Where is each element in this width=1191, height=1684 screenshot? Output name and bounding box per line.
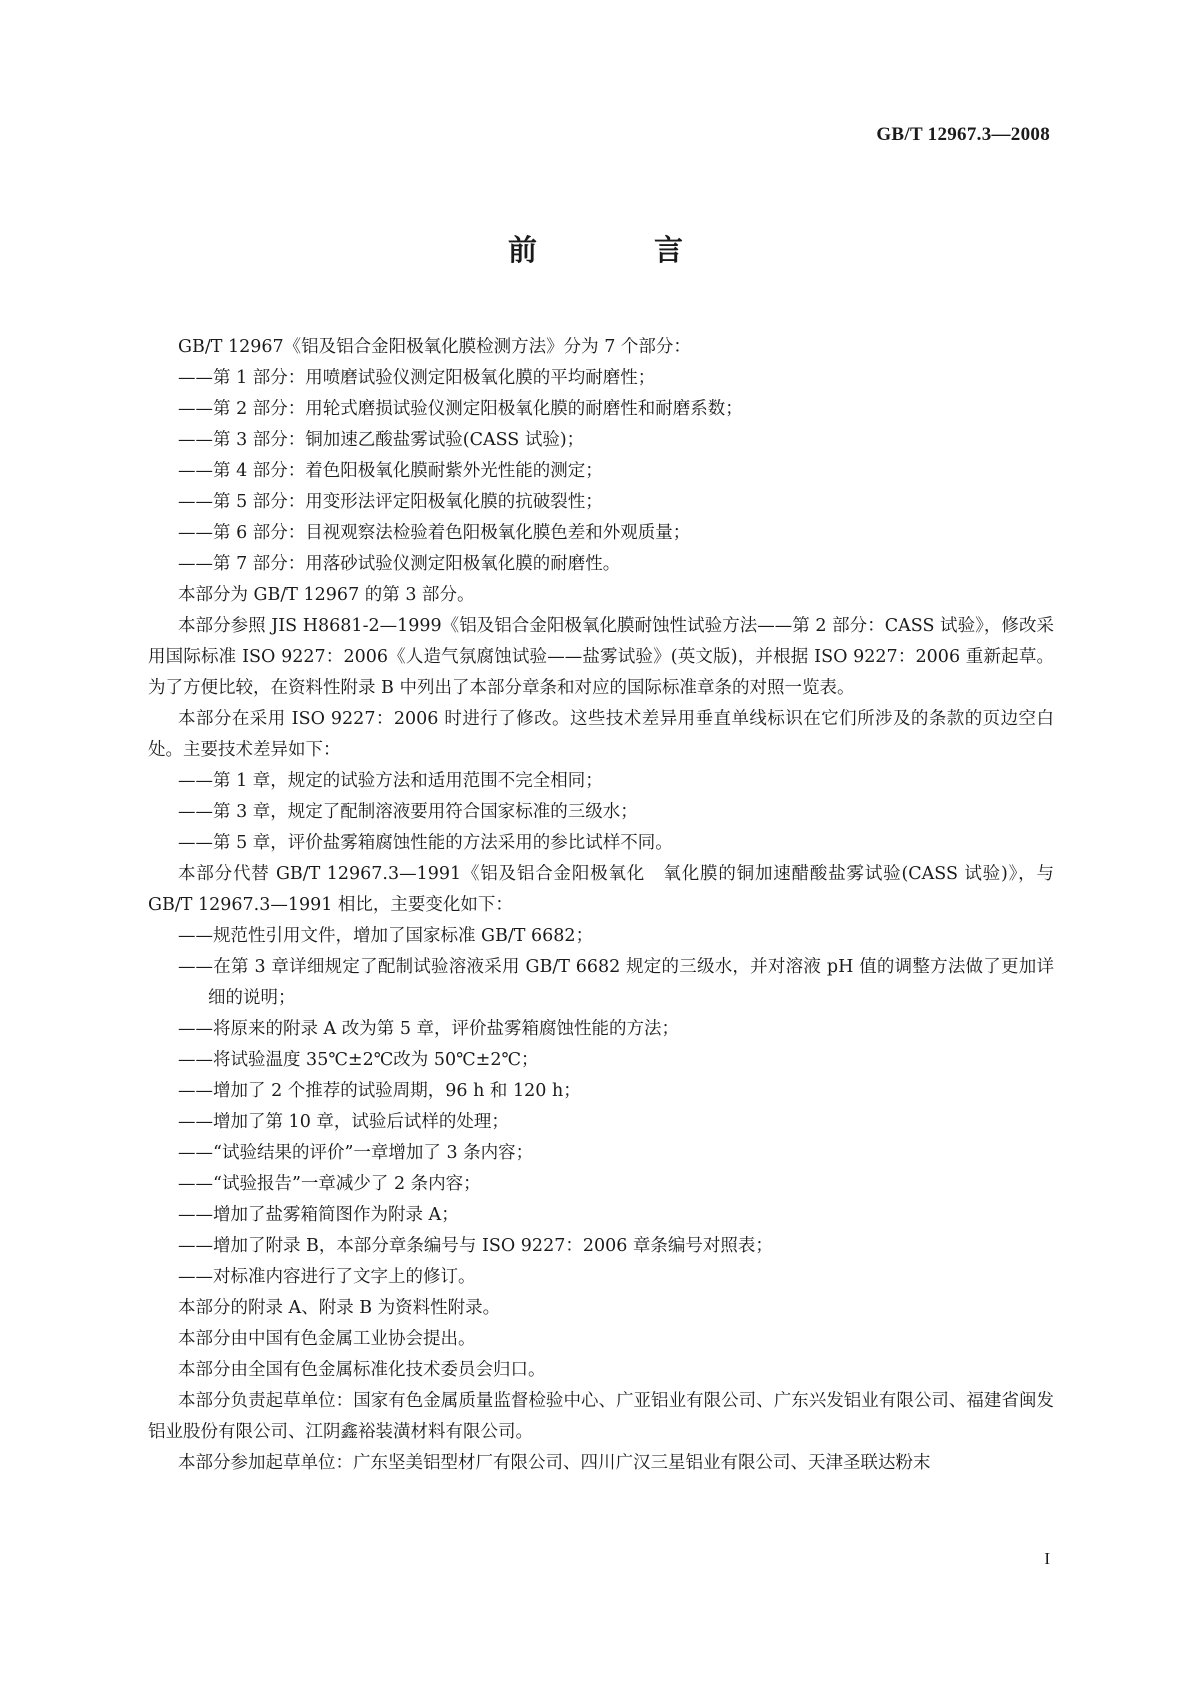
page-title-text: 前 言 [507, 233, 727, 267]
list-item: ——第 6 部分：目视观察法检验着色阳极氧化膜色差和外观质量； [178, 523, 691, 543]
list-item: ——第 2 部分：用轮式磨损试验仪测定阳极氧化膜的耐磨性和耐磨系数； [178, 399, 743, 419]
list-item: ——“试验结果的评价”一章增加了 3 条内容； [178, 1143, 534, 1163]
list-item: ——将试验温度 35℃±2℃改为 50℃±2℃； [178, 1050, 539, 1070]
list-item: ——第 4 部分：着色阳极氧化膜耐紫外光性能的测定； [178, 461, 603, 481]
paragraph: 本部分参照 JIS H8681-2—1999《铝及铝合金阳极氧化膜耐蚀性试验方法——第 2 部分：CASS 试验》，修改采用国际标准 ISO 9227：2006《人造气氛腐蚀试验——盐雾试验》(英文版)，并根据 ISO 9227：2006 重新起草。为了方便比较，在资料性附录 B 中列出了本部分章条和对应的国际标准章条的对照一览表。 [148, 616, 1054, 698]
page-number: I [1044, 1549, 1050, 1568]
list-item: ——“试验报告”一章减少了 2 条内容； [178, 1174, 481, 1194]
list-item: ——增加了附录 B，本部分章条编号与 ISO 9227：2006 章条编号对照表； [178, 1236, 773, 1256]
list-item: ——增加了盐雾箱简图作为附录 A； [178, 1205, 459, 1225]
list-item: ——第 3 章，规定了配制溶液要用符合国家标准的三级水； [178, 802, 638, 822]
list-item-wrap: ——在第 3 章详细规定了配制试验溶液采用 GB/T 6682 规定的三级水，并对溶液 pH 值的调整方法做了更加详细的说明； [178, 957, 1054, 1008]
list-item: ——第 3 部分：铜加速乙酸盐雾试验(CASS 试验)； [178, 430, 585, 450]
list-item: ——增加了 2 个推荐的试验周期，96 h 和 120 h； [178, 1081, 581, 1101]
paragraph: 本部分的附录 A、附录 B 为资料性附录。 [178, 1298, 501, 1318]
page-title [0, 228, 1191, 269]
paragraph: GB/T 12967《铝及铝合金阳极氧化膜检测方法》分为 7 个部分： [178, 337, 691, 357]
list-item: ——第 5 部分：用变形法评定阳极氧化膜的抗破裂性； [178, 492, 603, 512]
paragraph: 本部分由全国有色金属标准化技术委员会归口。 [178, 1360, 546, 1380]
list-item: ——对标准内容进行了文字上的修订。 [178, 1267, 476, 1287]
paragraph: 本部分代替 GB/T 12967.3—1991《铝及铝合金阳极氧化 氧化膜的铜加速醋酸盐雾试验(CASS 试验)》，与 GB/T 12967.3—1991 相比，主要变化如下： [148, 864, 1054, 915]
paragraph: 本部分在采用 ISO 9227：2006 时进行了修改。这些技术差异用垂直单线标识在它们所涉及的条款的页边空白处。主要技术差异如下： [148, 709, 1054, 760]
foreword-body [148, 332, 1054, 1479]
list-item: ——增加了第 10 章，试验后试样的处理； [178, 1112, 509, 1132]
paragraph: 本部分为 GB/T 12967 的第 3 部分。 [178, 585, 475, 605]
list-item: ——第 1 部分：用喷磨试验仪测定阳极氧化膜的平均耐磨性； [178, 368, 656, 388]
list-item: ——第 1 章，规定的试验方法和适用范围不完全相同； [178, 771, 603, 791]
list-item: ——将原来的附录 A 改为第 5 章，评价盐雾箱腐蚀性能的方法； [178, 1019, 680, 1039]
paragraph: 本部分由中国有色金属工业协会提出。 [178, 1329, 476, 1349]
list-item: ——第 5 章，评价盐雾箱腐蚀性能的方法采用的参比试样不同。 [178, 833, 673, 853]
paragraph: 本部分参加起草单位：广东坚美铝型材厂有限公司、四川广汉三星铝业有限公司、天津圣联达粉末 [178, 1453, 931, 1473]
list-item: ——规范性引用文件，增加了国家标准 GB/T 6682； [178, 926, 594, 946]
standard-number: GB/T 12967.3—2008 [876, 124, 1050, 145]
list-item: ——第 7 部分：用落砂试验仪测定阳极氧化膜的耐磨性。 [178, 554, 621, 574]
paragraph: 本部分负责起草单位：国家有色金属质量监督检验中心、广亚铝业有限公司、广东兴发铝业有限公司、福建省闽发铝业股份有限公司、江阴鑫裕装潢材料有限公司。 [148, 1391, 1054, 1442]
